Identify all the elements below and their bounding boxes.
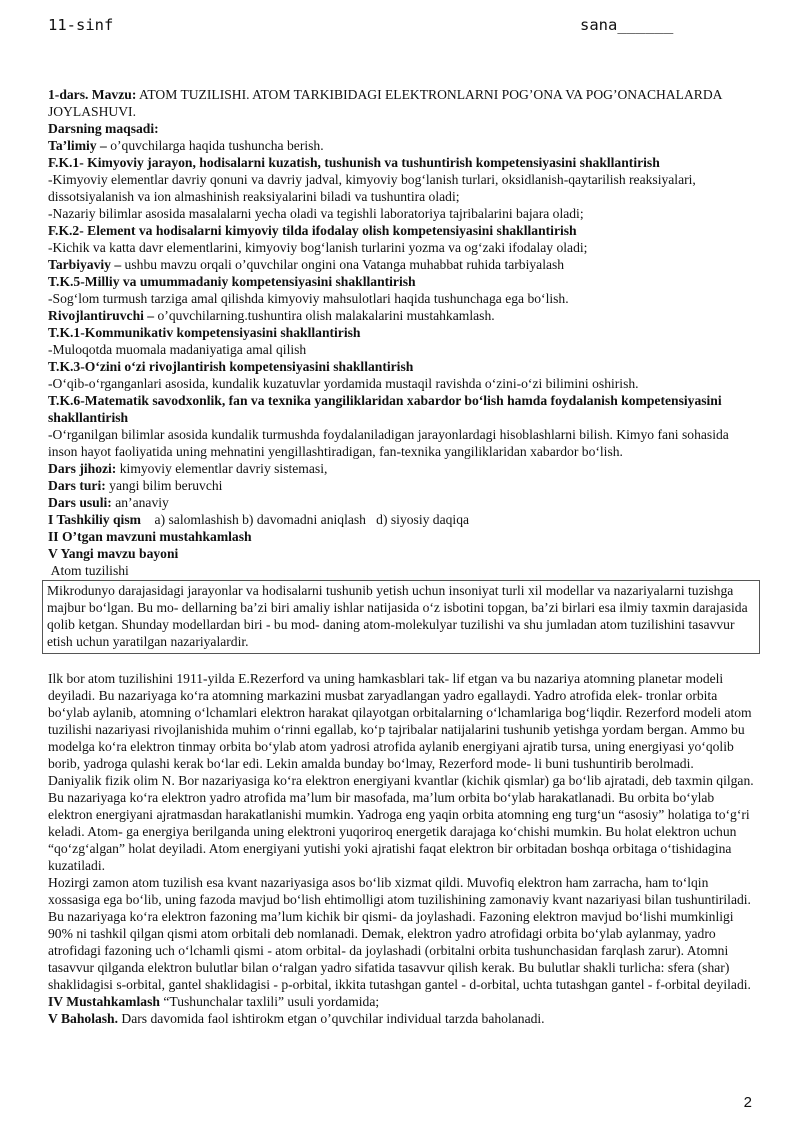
body-paragraph: Daniyalik fizik olim N. Bor nazariyasiga ko‘ra elektron energiyani kvantlar (kichik qismlar) ga bo‘lib ajratadi, deb taxmin qilgan. Bu nazariyaga ko‘ra elektron yadro atrofida ma’lum bir masofada, ma’lum orbita bo‘ylab harakatlanadi. Bu orbita bo‘ylab elektron energiyani ajratmasdan harakatlanishi mumkin. Yadroga eng yaqin orbita atomning eng turg‘un “asosiy” holatiga to‘g‘ri keladi. Atom- ga energiya berilganda uning elektroni yuqoriroq energetik darajaga ko‘chishi mumkin. Bu holat elektron uchun “qo‘zg‘algan” holat deyiladi. Atom energiyani yutishi yoki ajratishi faqat elektron bir orbitadan boshqa orbitaga o‘tishidagina kuzatiladi. xyxy=(48,773,754,873)
tk6-item: -O‘rganilgan bilimlar asosida kundalik turmushda foydalaniladigan jarayonlardagi hisoblashlarni bilish. Kimyo fani sohasida inson hayot faoliyatida uning mehnatini yengillashtiradigan, fan-texnika yangiliklaridan xabardor bo‘lish. xyxy=(48,427,729,459)
tk3-heading: T.K.3-O‘zini o‘zi rivojlantirish kompetensiyasini shakllantirish xyxy=(48,359,414,374)
rivojlantiruvchi-label: Rivojlantiruvchi – xyxy=(48,308,155,323)
tk1-heading: T.K.1-Kommunikativ kompetensiyasini shakllantirish xyxy=(48,325,361,340)
talimiy-text: o’quvchilarga haqida tushuncha berish. xyxy=(106,138,324,153)
tk1-item: -Muloqotda muomala madaniyatiga amal qilish xyxy=(48,342,307,357)
rivojlantiruvchi-text: o’quvchilarning.tushuntira olish malakalarini mustahkamlash. xyxy=(154,308,495,323)
talimiy-goal xyxy=(48,137,758,154)
body-paragraph: Ilk bor atom tuzilishini 1911-yilda E.Rezerford va uning hamkasblari tak- lif etgan va bu nazariya atomning planetar modeli deyiladi. Bu nazariyaga ko‘ra atomning markazini musbat zaryadlangan yadro egallaydi. Yadro atrofida elek- tronlar orbita bo‘ylab aylanib, atomning o‘lchamlari elektron harakat qilayotgan orbitalarning o‘lchamlariga bog‘liqdir. Rezerford modeli atom tuzilishi nazariyasi rivojlanishida muhim o‘rinni egallab, ko‘p tajribalar natijalarini tushunib yetishga yordam bergan. Ammo bu modelga ko‘ra elektron tinmay orbita bo‘ylab atom yadrosi atrofida aylanib energiyani ajratib tursa, uning energiyasi yo‘qolib borib, yadroga qulashi kerak bo‘lar edi. Lekin amalda bunday bo‘lmay, Rezerford mode- li buni tushuntirib berolmadi. xyxy=(48,671,752,771)
date-field-label: sana______ xyxy=(580,16,674,34)
dars-usuli-label: Dars usuli: xyxy=(48,495,112,510)
dars-turi xyxy=(48,477,758,494)
intro-box-text: Mikrodunyo darajasidagi jarayonlar va hodisalarni tushunib yetish uchun insoniyat turli xil modellar va nazariyalarni tuzishga majbur bo‘lgan. Bu mo- dellarning ba’zi biri amaliy ishlar natijasida o‘z isbotini topgan, ba’zi birlari esa ilmiy taxmin darajasida qolib ketgan. Shunday modellardan biri - bu mod- daning atom-molekulyar tuzilishi va shu jumladan atom tuzilishini tasavvur etish uchun yaratilgan nazariyalardir. xyxy=(47,583,748,649)
intro-text-box xyxy=(42,580,760,654)
fk2-heading: F.K.2- Element va hodisalarni kimyoviy tilda ifodalay olish kompetensiyasini shakllantirish xyxy=(48,223,577,238)
fk2-item: -Kichik va katta davr elementlarini, kimyoviy bog‘lanish turlarini yozma va og‘zaki ifodalay oladi; xyxy=(48,240,588,255)
stage-heading: V Yangi mavzu bayoni xyxy=(48,546,179,561)
tarbiyaviy-label: Tarbiyaviy – xyxy=(48,257,122,272)
tashkiliy-qism xyxy=(48,511,758,528)
spacer xyxy=(48,654,758,670)
tk6-heading: T.K.6-Matematik savodxonlik, fan va texnika yangiliklaridan xabardor bo‘lish hamda foydalanish kompetensiyasini shakllantirish xyxy=(48,393,722,425)
baholash-stage xyxy=(48,1010,758,1027)
dars-jihozi xyxy=(48,460,758,477)
class-label: 11-sinf xyxy=(48,16,114,34)
lesson-title-text: ATOM TUZILISHI. ATOM TARKIBIDAGI ELEKTRONLARNI POG’ONA VA POG’ONACHALARDA xyxy=(139,87,723,102)
body-paragraph: Hozirgi zamon atom tuzilish esa kvant nazariyasiga asos bo‘lib xizmat qildi. Muvofiq elektron ham zarracha, ham to‘lqin xossasiga ega bo‘lib, uning fazoda mavjud bo‘lish ehtimolligi atom tuzilishining zamonaviy kvant nazariyasi bilan tushuntiriladi. Bu nazariyaga ko‘ra elektron fazoning ma’lum kichik bir qismi- da joylashadi. Fazoning elektron mavjud bo‘lishi mumkinligi 90% ni tashkil qilgan qismi atom orbitali deb nomlanadi. Demak, elektron yadro atrofidagi orbita bo‘ylab aylanmay, yadro atrofidagi fazoning uch o‘lchamli qismi - atom orbital- da joylashadi (orbitalni orbita tushunchasidan farqlash zarur). Atomni tasavvur qilganda elektron bulutlar bilan o‘ralgan yadro sifatida tasavvur qilish kerak. Bu bulutlar shakli turlicha: sfera (shar) shaklidagisi s-orbital, gantel shaklidagisi - p-orbital, ikkita tutashgan gantel - d-orbital, uchta tutashgan gantel - f-orbital deyiladi. xyxy=(48,875,751,992)
dars-jihozi-label: Dars jihozi: xyxy=(48,461,117,476)
lesson-title-prefix: 1-dars. Mavzu: xyxy=(48,87,137,102)
page-header xyxy=(48,16,752,40)
fk1-item: -Nazariy bilimlar asosida masalalarni yecha oladi va tegishli laboratoriya tajribalarini bajara oladi; xyxy=(48,206,584,221)
tashkiliy-text: a) salomlashish b) davomadni aniqlash d) siyosiy daqiqa xyxy=(140,512,470,527)
fk1-item: -Kimyoviy elementlar davriy qonuni va davriy jadval, kimyoviy bog‘lanish turlari, oksidlanish-qaytarilish reaksiyalari, dissotsiyalanish va ion almashinish reaksiyalarini biladi va tushuntira oladi; xyxy=(48,172,696,204)
lesson-plan-body xyxy=(48,86,758,1027)
baholash-text: Dars davomida faol ishtirokm etgan o’quvchilar individual tarzda baholanadi. xyxy=(118,1011,545,1026)
mustahkamlash-label: IV Mustahkamlash xyxy=(48,994,160,1009)
tashkiliy-label: I Tashkiliy qism xyxy=(48,512,141,527)
tk5-item: -Sog‘lom turmush tarziga amal qilishda kimyoviy mahsulotlari haqida tushunchaga ega bo‘lish. xyxy=(48,291,569,306)
dars-usuli-text: an’anaviy xyxy=(111,495,169,510)
dars-turi-text: yangi bilim beruvchi xyxy=(105,478,223,493)
tk3-item: -O‘qib-o‘rganganlari asosida, kundalik kuzatuvlar yordamida mustaqil ravishda o‘zini-o‘zi bilimini oshirish. xyxy=(48,376,639,391)
dars-turi-label: Dars turi: xyxy=(48,478,106,493)
dars-jihozi-text: kimyoviy elementlar davriy sistemasi, xyxy=(116,461,328,476)
tarbiyaviy-goal xyxy=(48,256,758,273)
dars-usuli xyxy=(48,494,758,511)
lesson-title-continuation: JOYLASHUVI. xyxy=(48,104,136,119)
tarbiyaviy-text: ushbu mavzu orqali o’quvchilar ongini ona Vatanga muhabbat ruhida tarbiyalash xyxy=(121,257,565,272)
mustahkamlash-stage xyxy=(48,993,758,1010)
baholash-label: V Baholash. xyxy=(48,1011,119,1026)
rivojlantiruvchi-goal xyxy=(48,307,758,324)
subtopic-title: Atom tuzilishi xyxy=(48,563,129,578)
talimiy-label: Ta’limiy – xyxy=(48,138,107,153)
mustahkamlash-text: “Tushunchalar taxlili” usuli yordamida; xyxy=(159,994,380,1009)
page-number: 2 xyxy=(743,1094,752,1111)
lesson-title xyxy=(48,86,758,103)
tk5-heading: T.K.5-Milliy va umummadaniy kompetensiyasini shakllantirish xyxy=(48,274,416,289)
stage-heading: II O’tgan mavzuni mustahkamlash xyxy=(48,529,252,544)
goals-heading: Darsning maqsadi: xyxy=(48,121,159,136)
fk1-heading: F.K.1- Kimyoviy jarayon, hodisalarni kuzatish, tushunish va tushuntirish kompetensiyasini shakllantirish xyxy=(48,155,660,170)
